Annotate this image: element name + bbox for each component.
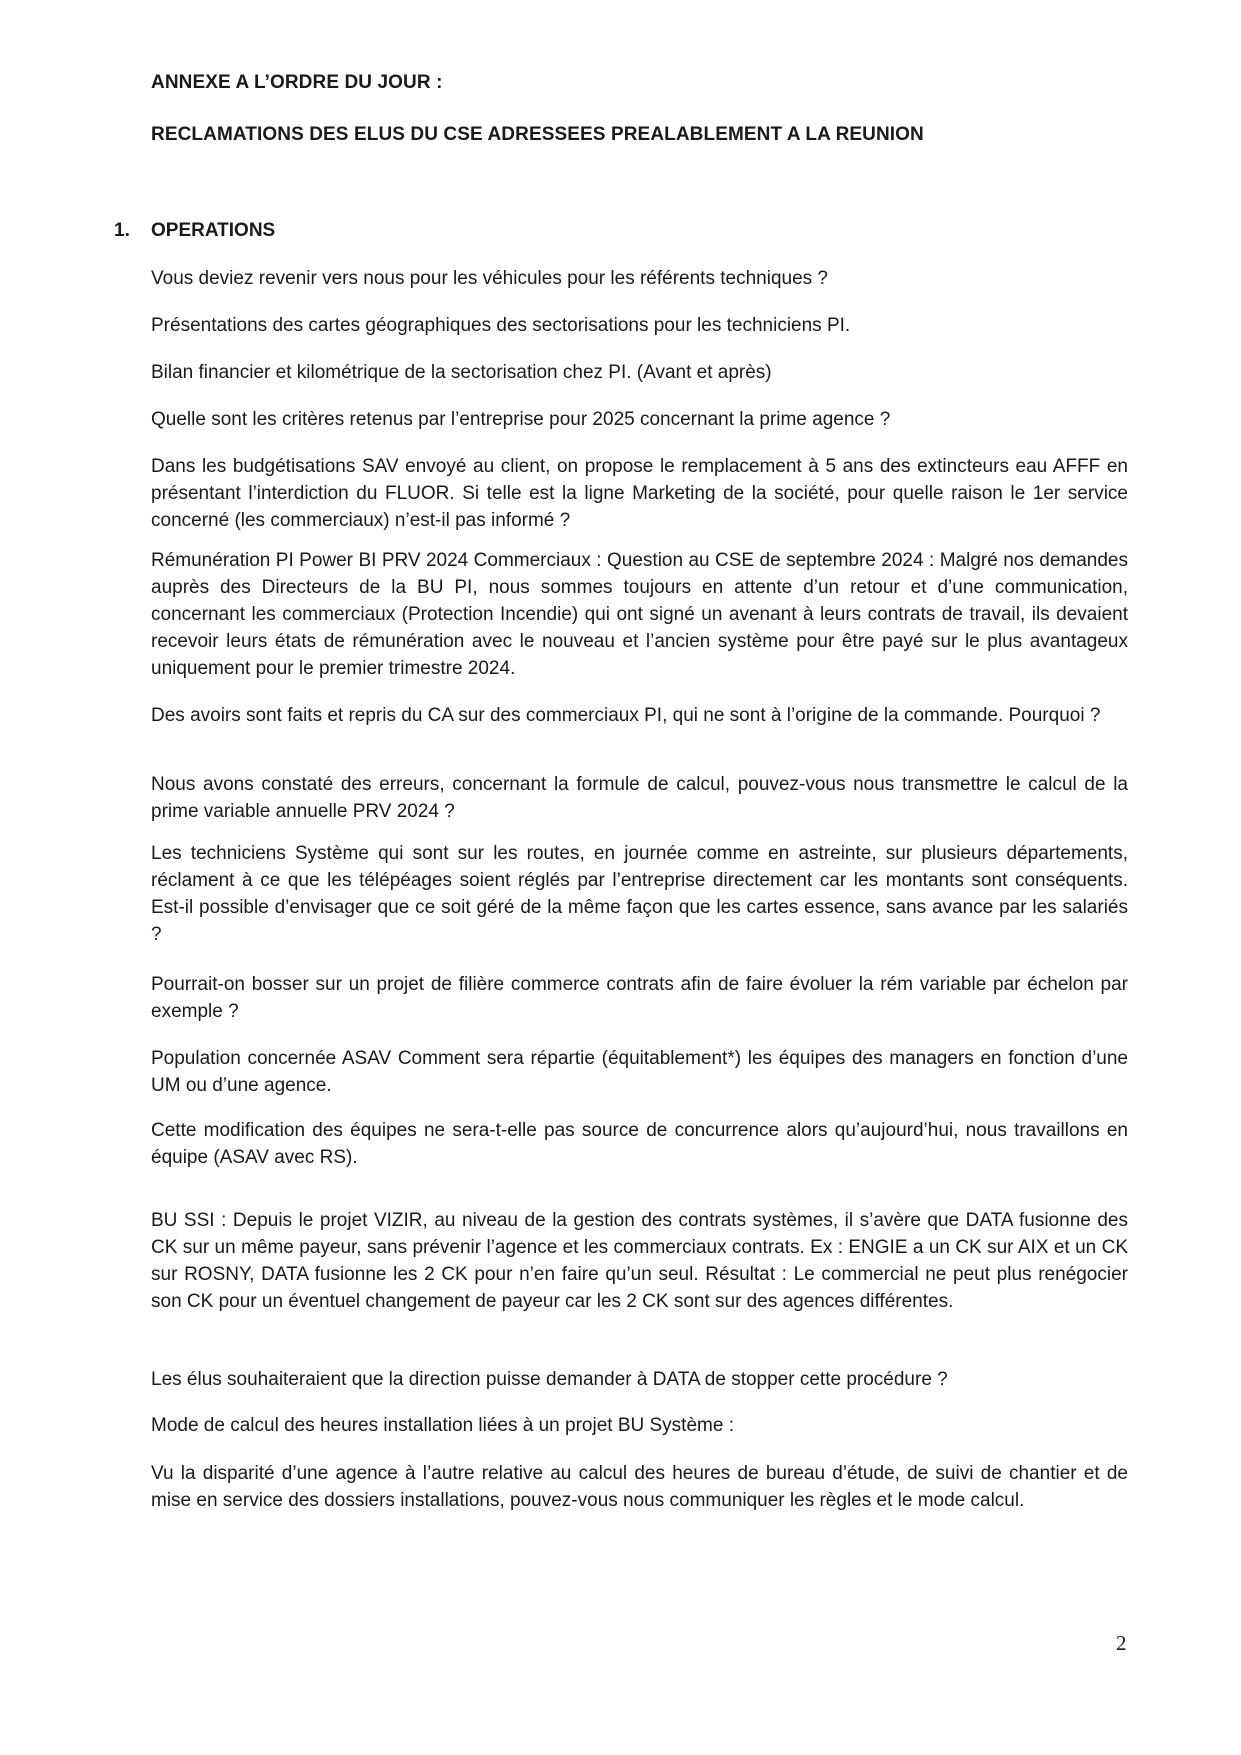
paragraph: Bilan financier et kilométrique de la sectorisation chez PI. (Avant et après): [151, 362, 772, 383]
paragraph: Population concernée ASAV Comment sera répartie (équitablement*) les équipes des managers en fonction d’une UM ou d’une agence.: [151, 1048, 1128, 1096]
paragraph: Des avoirs sont faits et repris du CA sur des commerciaux PI, qui ne sont à l’origine de la commande. Pourquoi ?: [151, 705, 1101, 726]
annex-title: ANNEXE A L’ORDRE DU JOUR :: [151, 72, 443, 93]
paragraph: Cette modification des équipes ne sera-t-elle pas source de concurrence alors qu’aujourd’hui, nous travaillons en équipe (ASAV avec RS).: [151, 1120, 1128, 1168]
annex-subtitle: RECLAMATIONS DES ELUS DU CSE ADRESSEES PREALABLEMENT A LA REUNION: [151, 124, 924, 145]
paragraph: Pourrait-on bosser sur un projet de filière commerce contrats afin de faire évoluer la rém variable par échelon par exemple ?: [151, 974, 1128, 1022]
paragraph: Dans les budgétisations SAV envoyé au client, on propose le remplacement à 5 ans des extincteurs eau AFFF en présentant l’interdiction du FLUOR. Si telle est la ligne Marketing de la société, pour quelle raison le 1er service concerné (les commerciaux) n’est-il pas informé ?: [151, 456, 1128, 531]
section-title: OPERATIONS: [151, 220, 276, 241]
paragraph: Nous avons constaté des erreurs, concernant la formule de calcul, pouvez-vous nous transmettre le calcul de la prime variable annuelle PRV 2024 ?: [151, 774, 1128, 822]
section-heading: [114, 220, 275, 242]
paragraph: Les élus souhaiteraient que la direction puisse demander à DATA de stopper cette procédure ?: [151, 1369, 948, 1390]
page-number: 2: [1116, 1631, 1127, 1655]
paragraph: Mode de calcul des heures installation liées à un projet BU Système :: [151, 1415, 734, 1436]
paragraph: BU SSI : Depuis le projet VIZIR, au niveau de la gestion des contrats systèmes, il s’avère que DATA fusionne des CK sur un même payeur, sans prévenir l’agence et les commerciaux contrats. Ex : ENGIE a un CK sur AIX et un CK sur ROSNY, DATA fusionne les 2 CK pour n’en faire qu’un seul. Résultat : Le commercial ne peut plus renégocier son CK pour un éventuel changement de payeur car les 2 CK sont sur des agences différentes.: [151, 1210, 1128, 1312]
paragraph: Vous deviez revenir vers nous pour les véhicules pour les référents techniques ?: [151, 268, 828, 289]
paragraph: Rémunération PI Power BI PRV 2024 Commerciaux : Question au CSE de septembre 2024 : Malgré nos demandes auprès des Directeurs de la BU PI, nous sommes toujours en attente d’un retour et d’une communication, concernant les commerciaux (Protection Incendie) qui ont signé un avenant à leurs contrats de travail, ils devaient recevoir leurs états de rémunération avec le nouveau et l’ancien système pour être payé sur le plus avantageux uniquement pour le premier trimestre 2024.: [151, 550, 1128, 679]
paragraph: Présentations des cartes géographiques des sectorisations pour les techniciens PI.: [151, 315, 851, 336]
paragraph: Vu la disparité d’une agence à l’autre relative au calcul des heures de bureau d’étude, de suivi de chantier et de mise en service des dossiers installations, pouvez-vous nous communiquer les règles et le mode calcul.: [151, 1463, 1128, 1511]
section-number: 1.: [114, 220, 130, 241]
paragraph: Les techniciens Système qui sont sur les routes, en journée comme en astreinte, sur plusieurs départements, réclament à ce que les télépéages soient réglés par l’entreprise directement car les montants sont conséquents. Est-il possible d’envisager que ce soit géré de la même façon que les cartes essence, sans avance par les salariés ?: [151, 843, 1128, 945]
paragraph: Quelle sont les critères retenus par l’entreprise pour 2025 concernant la prime agence ?: [151, 409, 891, 430]
